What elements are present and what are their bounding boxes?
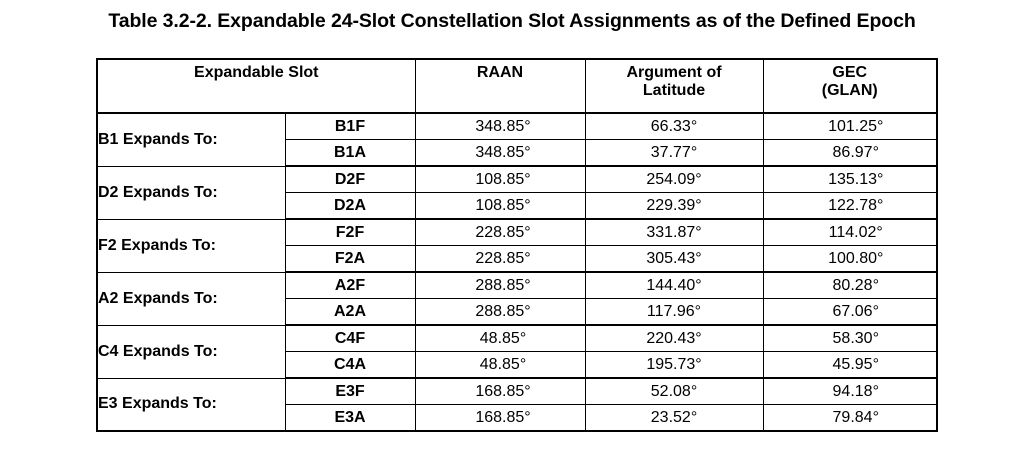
raan-value: 48.85° <box>415 352 585 379</box>
gec-value: 94.18° <box>763 378 937 405</box>
slot-name: F2F <box>285 219 415 246</box>
slot-name: B1A <box>285 140 415 167</box>
group-label: E3 Expands To: <box>97 378 285 431</box>
slot-name: B1F <box>285 113 415 140</box>
gec-value: 86.97° <box>763 140 937 167</box>
gec-value: 58.30° <box>763 325 937 352</box>
slot-name: A2A <box>285 299 415 326</box>
argument-of-latitude-value: 195.73° <box>585 352 763 379</box>
argument-of-latitude-value: 220.43° <box>585 325 763 352</box>
gec-value: 114.02° <box>763 219 937 246</box>
slot-name: C4A <box>285 352 415 379</box>
argument-of-latitude-value: 52.08° <box>585 378 763 405</box>
table-row <box>97 219 937 246</box>
group-label: B1 Expands To: <box>97 113 285 166</box>
header-expandable-slot: Expandable Slot <box>97 59 415 113</box>
table-row <box>97 325 937 352</box>
raan-value: 288.85° <box>415 299 585 326</box>
slot-name: D2F <box>285 166 415 193</box>
argument-of-latitude-value: 254.09° <box>585 166 763 193</box>
raan-value: 108.85° <box>415 166 585 193</box>
raan-value: 348.85° <box>415 140 585 167</box>
table-row <box>97 166 937 193</box>
gec-value: 122.78° <box>763 193 937 220</box>
gec-value: 79.84° <box>763 405 937 432</box>
raan-value: 348.85° <box>415 113 585 140</box>
raan-value: 228.85° <box>415 246 585 273</box>
argument-of-latitude-value: 144.40° <box>585 272 763 299</box>
slot-name: D2A <box>285 193 415 220</box>
header-argument-of-latitude <box>585 59 763 113</box>
gec-value: 67.06° <box>763 299 937 326</box>
slot-name: A2F <box>285 272 415 299</box>
header-gec <box>763 59 937 113</box>
slot-name: C4F <box>285 325 415 352</box>
header-arg-lat-line1: Argument of <box>626 64 722 81</box>
raan-value: 48.85° <box>415 325 585 352</box>
argument-of-latitude-value: 229.39° <box>585 193 763 220</box>
table-caption: Table 3.2-2. Expandable 24-Slot Constellation Slot Assignments as of the Defined Epoch <box>108 10 916 32</box>
argument-of-latitude-value: 117.96° <box>585 299 763 326</box>
slot-name: E3A <box>285 405 415 432</box>
gec-value: 45.95° <box>763 352 937 379</box>
argument-of-latitude-value: 331.87° <box>585 219 763 246</box>
gec-value: 100.80° <box>763 246 937 273</box>
gec-value: 101.25° <box>763 113 937 140</box>
table-row <box>97 272 937 299</box>
gec-value: 135.13° <box>763 166 937 193</box>
raan-value: 168.85° <box>415 405 585 432</box>
raan-value: 228.85° <box>415 219 585 246</box>
gec-value: 80.28° <box>763 272 937 299</box>
header-row <box>97 59 937 113</box>
slot-name: F2A <box>285 246 415 273</box>
argument-of-latitude-value: 305.43° <box>585 246 763 273</box>
slot-assignments-table <box>96 58 938 432</box>
group-label: D2 Expands To: <box>97 166 285 219</box>
argument-of-latitude-value: 66.33° <box>585 113 763 140</box>
argument-of-latitude-value: 37.77° <box>585 140 763 167</box>
raan-value: 288.85° <box>415 272 585 299</box>
table-row <box>97 113 937 140</box>
header-gec-line2: (GLAN) <box>821 82 878 99</box>
header-arg-lat-line2: Latitude <box>642 82 706 99</box>
table-row <box>97 378 937 405</box>
table-body <box>97 113 937 431</box>
group-label: C4 Expands To: <box>97 325 285 378</box>
group-label: A2 Expands To: <box>97 272 285 325</box>
argument-of-latitude-value: 23.52° <box>585 405 763 432</box>
raan-value: 168.85° <box>415 378 585 405</box>
slot-name: E3F <box>285 378 415 405</box>
header-gec-line1: GEC <box>832 64 868 81</box>
group-label: F2 Expands To: <box>97 219 285 272</box>
raan-value: 108.85° <box>415 193 585 220</box>
header-raan: RAAN <box>415 59 585 113</box>
